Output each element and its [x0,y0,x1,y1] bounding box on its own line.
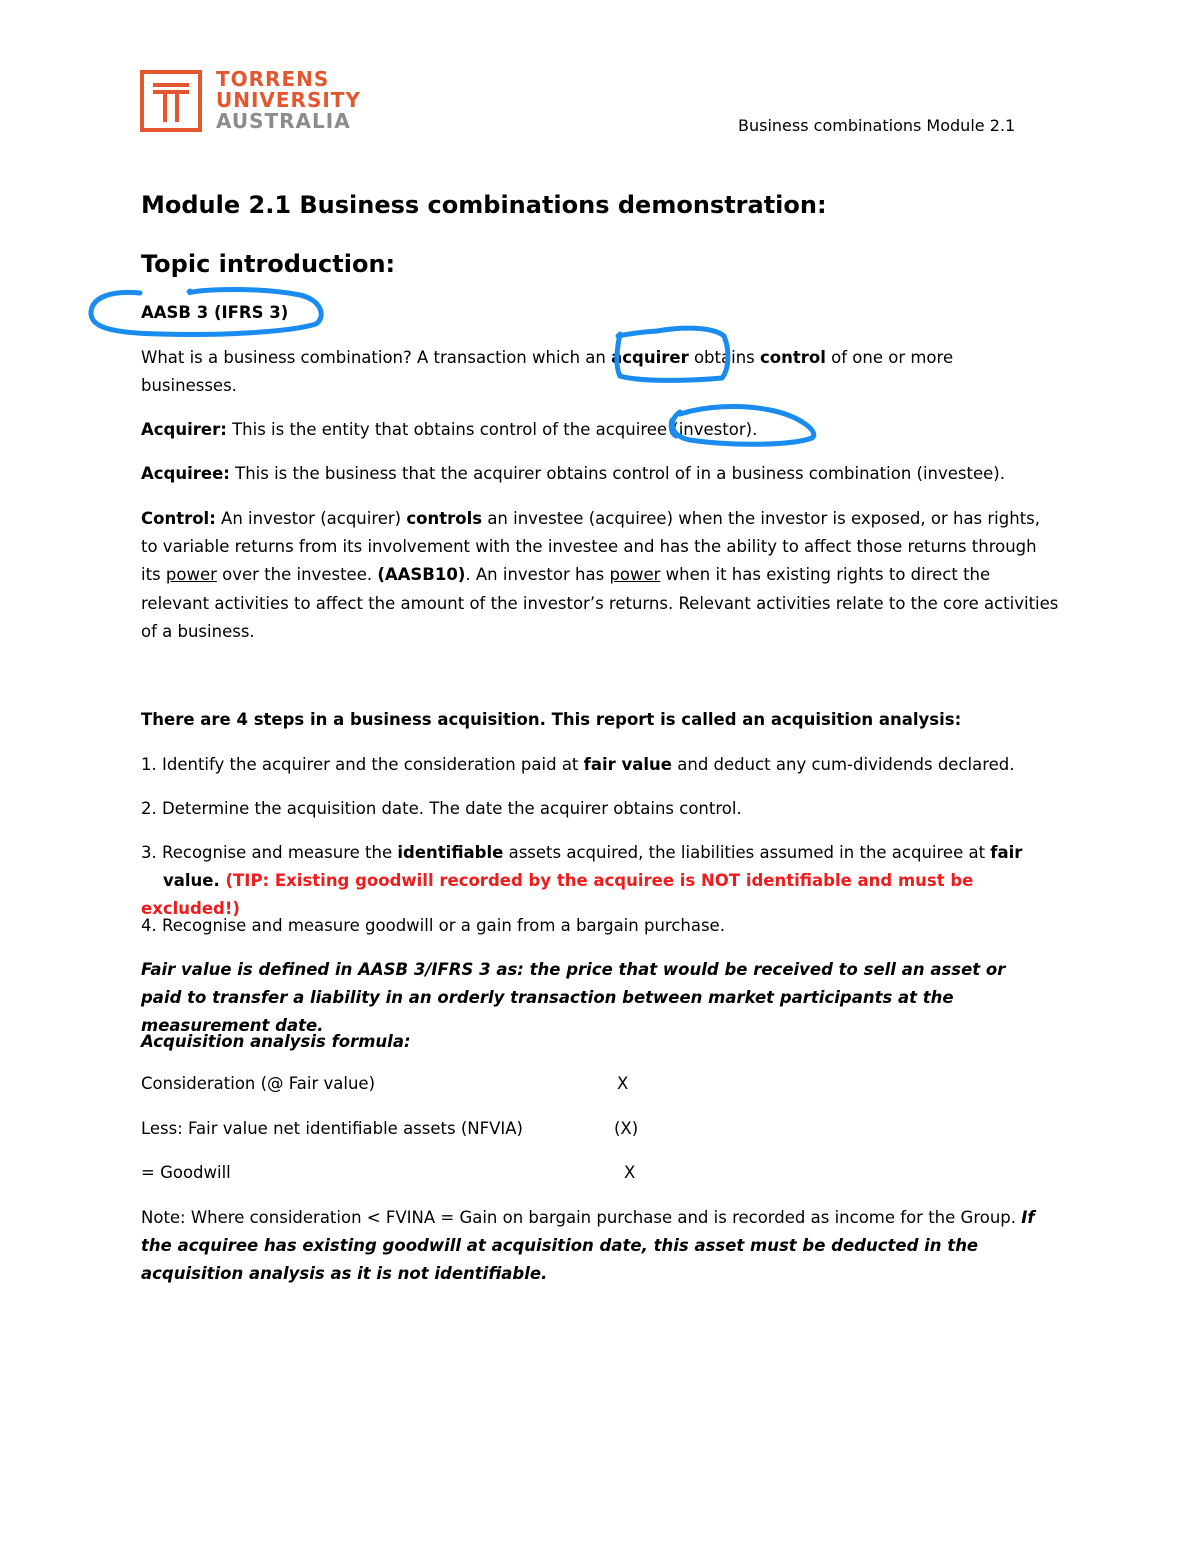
logo-wordmark [216,69,361,132]
control-power-1: power [165,565,217,585]
step-3-num: 3. [141,843,157,862]
fair-value-definition: Fair value is defined in AASB 3/IFRS 3 as: the price that would be received to sell an asset or paid to transfer a liability in an orderly transaction between market participants at the measurement date. [141,960,1006,1036]
step-2-a: Determine the acquisition date. The date the acquirer obtains control. [156,799,742,818]
note-emphasis: If the acquiree has existing goodwill at acquisition date, this asset must be deducted in the acquisition analysis as it is not identifiable. [141,1208,1035,1284]
page-title: Module 2.1 Business combinations demonstration: [141,191,827,219]
acquiree-definition [141,460,1071,488]
step-1 [141,751,1071,779]
control-t2: controls [406,509,483,528]
section-heading: Topic introduction: [141,250,396,278]
control-definition [141,505,1061,646]
formula-value-goodwill: X [624,1163,636,1182]
step-3 [141,839,1071,924]
logo-line-2: UNIVERSITY [216,88,361,112]
bc-term-acquirer: acquirer [611,348,689,367]
control-t4: over the investee. [216,565,378,585]
control-ref: (AASB10) [377,565,466,585]
acquirer-definition [141,416,1071,444]
acquirer-label: Acquirer: [141,420,227,439]
business-combination-definition [141,344,1021,400]
step-4-num: 4. [141,916,157,935]
running-header: Business combinations Module 2.1 [738,116,1016,135]
note-paragraph [141,1204,1041,1289]
steps-intro: There are 4 steps in a business acquisition. This report is called an acquisition analysis: [141,710,962,729]
step-3-d: fair [990,843,1023,862]
logo-line-1: TORRENS [216,67,330,91]
step-2-num: 2. [141,799,157,818]
formula-value-nfvia: (X) [614,1119,639,1138]
step-1-c: and deduct any cum-dividends declared. [672,755,1015,774]
note-text: Note: Where consideration < FVINA = Gain on bargain purchase and is recorded as income for the Group. [141,1208,1022,1227]
step-3-a: Recognise and measure the [156,843,398,862]
step-2 [141,795,1071,823]
acquiree-label: Acquiree: [141,464,230,483]
formula-row-goodwill [141,1161,661,1185]
step-4 [141,912,1071,940]
step-3-b: identifiable [397,843,504,862]
formula-row-nfvia [141,1117,661,1141]
step-3-e: value. [163,871,220,891]
bc-term-control: control [760,348,826,367]
control-t3: an investee (acquiree) when the investor is exposed, or has rights, to variable returns from its involvement with the investee and has the ability to affect those returns through its [141,509,1041,585]
control-t1: An investor (acquirer) [215,509,407,528]
formula-label-nfvia: Less: Fair value net identifiable assets (NFVIA) [141,1119,523,1138]
acquiree-text: This is the business that the acquirer obtains control of in a business combination (investee). [229,464,1005,483]
formula-label-goodwill: = Goodwill [141,1163,231,1182]
formula-heading: Acquisition analysis formula: [141,1032,411,1051]
step-3-c: assets acquired, the liabilities assumed in the acquiree at [503,843,991,862]
step-3-tip: (TIP: Existing goodwill recorded by the acquiree is NOT identifiable and must be excluded!) [141,871,974,919]
formula-value-consideration: X [617,1074,629,1093]
bc-question: What is a business combination? A transaction which an [141,348,612,367]
control-t6: when it has existing rights to direct the relevant activities to affect the amount of the investor’s returns. Relevant activities relate to the core activities of a business. [141,565,1059,641]
control-t5: . An investor has [465,565,610,585]
control-label: Control: [141,509,216,528]
formula-row-consideration [141,1072,661,1096]
step-1-num: 1. [141,755,157,774]
torrens-university-logo [140,67,370,134]
step-4-a: Recognise and measure goodwill or a gain from a bargain purchase. [156,916,725,935]
standard-reference: AASB 3 (IFRS 3) [141,303,289,322]
torrens-t-logo-icon [140,70,202,132]
step-1-a: Identify the acquirer and the consideration paid at [156,755,584,774]
step-1-b: fair value [583,755,672,774]
bc-mid: obtains [688,348,760,367]
bc-end: of one or more businesses. [141,348,954,396]
control-power-2: power [609,565,661,585]
logo-line-3: AUSTRALIA [216,109,351,133]
formula-label-consideration: Consideration (@ Fair value) [141,1074,376,1093]
acquirer-text: This is the entity that obtains control of the acquiree (investor). [226,420,758,439]
